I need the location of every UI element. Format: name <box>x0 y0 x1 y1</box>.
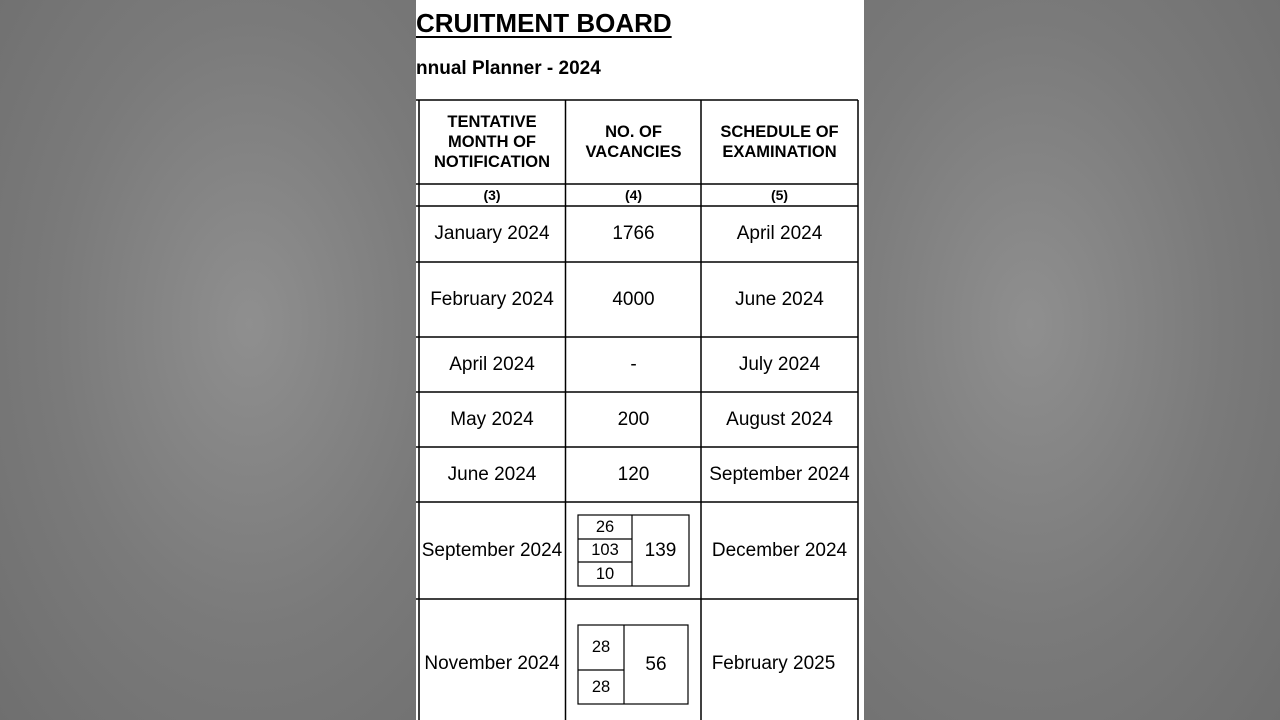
table-cell-examination: August 2024 <box>726 408 833 430</box>
header-examination-schedule: SCHEDULE OF EXAMINATION <box>720 123 839 161</box>
vacancy-breakdown-value: 28 <box>591 638 611 656</box>
table-cell-vacancies: 120 <box>617 463 650 485</box>
table-cell-notification: September 2024 <box>421 539 563 561</box>
table-cell-notification: November 2024 <box>424 653 560 674</box>
table-cell-notification: June 2024 <box>447 463 537 485</box>
header-vacancies: NO. OF VACANCIES <box>585 123 682 161</box>
blurred-background-left <box>0 0 416 720</box>
column-number-4: (4) <box>624 187 643 203</box>
header-notification-month: TENTATIVE MONTH OF NOTIFICATION <box>433 113 551 171</box>
vacancy-total: 139 <box>644 539 677 561</box>
table-cell-notification: May 2024 <box>450 408 534 430</box>
table-cell-examination: September 2024 <box>709 463 850 485</box>
document-subtitle: nnual Planner - 2024 <box>416 58 601 79</box>
table-cell-notification: February 2024 <box>430 288 554 310</box>
table-cell-examination: February 2025 <box>711 653 836 674</box>
blurred-background-right <box>864 0 1280 720</box>
vacancy-total: 56 <box>645 653 667 675</box>
table-cell-vacancies: - <box>630 353 637 375</box>
table-cell-notification: April 2024 <box>449 353 535 375</box>
column-number-5: (5) <box>770 187 789 203</box>
table-cell-vacancies: 4000 <box>612 288 655 310</box>
table-cell-examination: April 2024 <box>736 223 823 244</box>
table-cell-examination: December 2024 <box>711 539 848 561</box>
table-cell-notification: January 2024 <box>434 223 550 244</box>
document-page <box>416 0 864 720</box>
column-number-3: (3) <box>483 187 501 203</box>
table-cell-examination: June 2024 <box>735 288 824 310</box>
document-title: CRUITMENT BOARD <box>416 8 672 38</box>
table-cell-vacancies: 1766 <box>612 223 655 244</box>
vacancy-breakdown-value: 103 <box>591 541 619 559</box>
vacancy-breakdown-value: 10 <box>595 564 615 583</box>
vacancy-breakdown-value: 28 <box>591 677 611 696</box>
table-cell-examination: July 2024 <box>738 353 821 375</box>
table-cell-vacancies: 200 <box>617 408 650 430</box>
vacancy-breakdown-value: 26 <box>595 517 615 536</box>
